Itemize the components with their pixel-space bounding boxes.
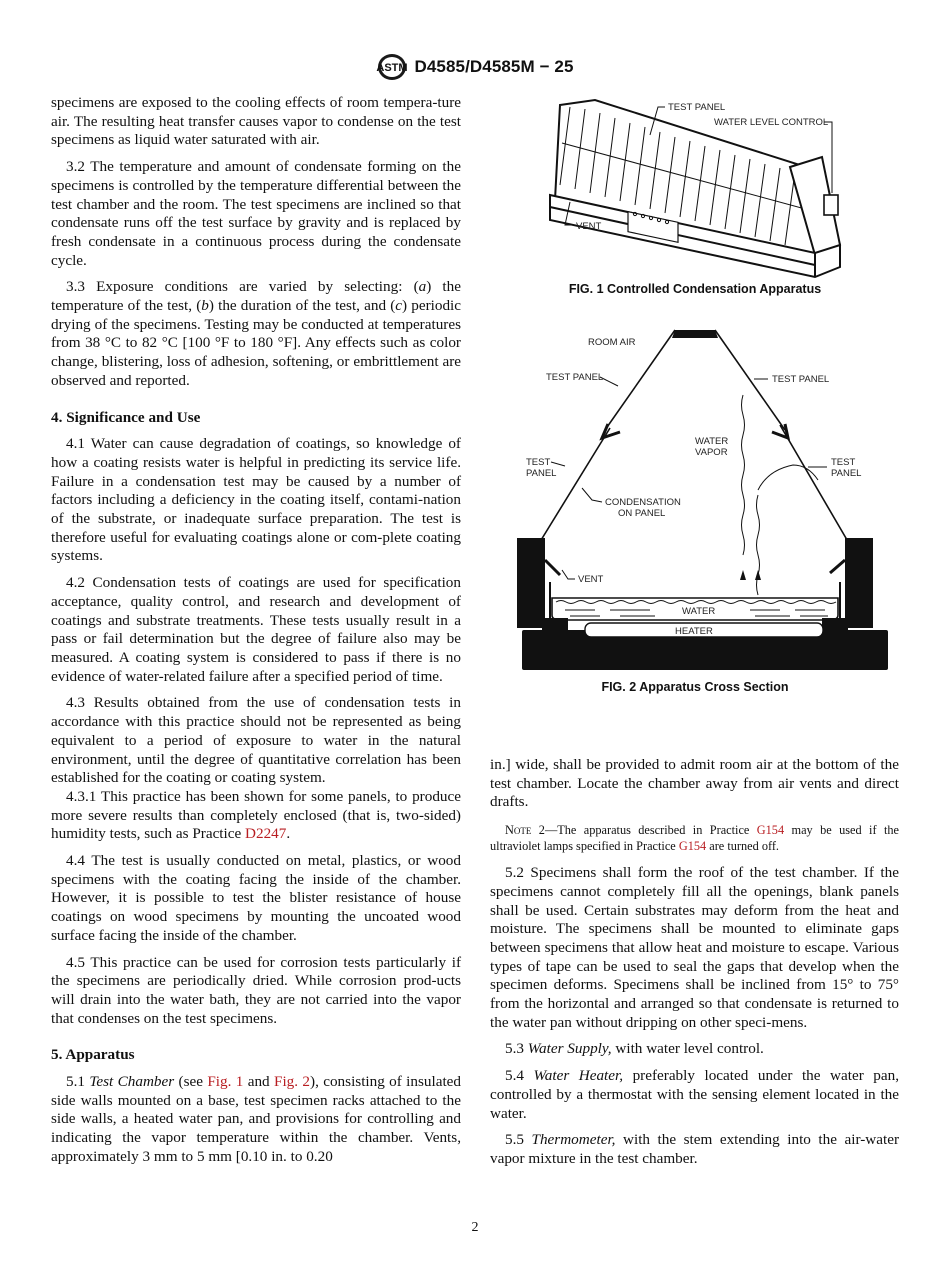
fig2-label-water-vapor-1: WATER [695,436,729,447]
page-header [0,52,950,86]
fig2-label-test-panel-right-lower-1: TEST [831,457,856,468]
fig1-label-test-panel: TEST PANEL [668,102,726,113]
link-fig-1[interactable]: Fig. 1 [207,1073,244,1091]
fig2-label-test-panel-left-upper: TEST PANEL [546,372,604,383]
paragraph-5-1-continued: in.] wide, shall be provided to admit room air at the bottom of the test chamber. Locate the chamber away from air vents and direct drafts. [490,756,899,811]
fig2-label-test-panel-left-lower-1: TEST [526,457,551,468]
astm-logo-icon [376,52,408,82]
note-2: Note 2—The apparatus described in Practice G154 may be used if the ultraviolet lamps specified in Practice G154 are turned off. [490,823,899,854]
paragraph-4-2: 4.2 Condensation tests of coatings are used for specification acceptance, quality control, and research and development of coatings and substrate treatments. These tests usually result in a pass or fail determination but the degree of failure also may be measured. A coating system is considered to pass if there is no evidence of water-related failure after a specified period of time. [51,574,461,685]
paragraph-4-1: 4.1 Water can cause degradation of coatings, so knowledge of how a coating resists water is helpful in predicting its service life. Failure in a condensation test may be caused by a number of factors including a deficiency in the coating itself, contami-nation of the substrate, or inadequate surface preparation. The test is therefore useful for evaluating coatings alone or com-plete coating systems. [51,435,461,565]
fig2-label-test-panel-right-upper: TEST PANEL [772,374,830,385]
figure-1-caption: FIG. 1 Controlled Condensation Apparatus [568,282,822,296]
figure-2-caption: FIG. 2 Apparatus Cross Section [601,680,789,694]
page-number: 2 [471,1220,479,1235]
fig2-label-test-panel-left-lower-2: PANEL [526,468,557,479]
link-g154-2[interactable]: G154 [678,839,707,854]
right-column [490,756,899,1177]
fig1-label-vent: VENT [576,221,602,232]
paragraph-4-5: 4.5 This practice can be used for corrosion tests particularly if the specimens are periodically dried. While corrosion prod-ucts will drain into the water bath, they are not carried into the vapor that condenses on the test specimens. [51,953,461,1027]
paragraph-4-3: 4.3 Results obtained from the use of condensation tests in accordance with this practice should not be represented as being equivalent to a period of exposure to water in the natural environment, until the degree of quantitative correlation has been established for the coating or coating system. [51,694,461,787]
paragraph-5-2: 5.2 Specimens shall form the roof of the test chamber. If the specimens cannot completely fill all the openings, blank panels shall be used. Certain substrates may deform from the heat and moisture. The specimens shall be mounted to eliminate gaps between specimens that allow heat and moisture to escape. Various types of tape can be used to seal the gaps that develop when the specimen deforms. Specimens shall be inclined from 15° to 75° from the horizontal and arranged so that condensate is returned to the water pan without dripping on other speci-mens. [490,864,899,1031]
fig2-label-vent: VENT [578,574,604,585]
section-4-heading: 4. Significance and Use [51,408,201,426]
fig2-label-test-panel-right-lower-2: PANEL [831,468,862,479]
figure-1-apparatus-drawing [540,95,850,280]
section-5-heading: 5. Apparatus [51,1046,135,1064]
paragraph-5-4: 5.4 Water Heater, preferably located under the water pan, controlled by a thermostat with the sensing element located in the water. [490,1067,899,1122]
fig2-label-water-vapor-2: VAPOR [695,447,728,458]
paragraph-5-5: 5.5 Thermometer, with the stem extending into the air-water vapor mixture in the test chamber. [490,1131,899,1167]
link-fig-2[interactable]: Fig. 2 [274,1073,311,1091]
paragraph-3-3: 3.3 Exposure conditions are varied by selecting: (a) the temperature of the test, (b) the duration of the test, and (c) periodic drying of the specimens. Testing may be conducted at temperatures from 38 °C to 82 °C [100 °F to 180 °F]. Any effects such as color change, blistering, loss of adhesion, softening, or embrittlement are observed and reported. [51,278,462,389]
link-g154-1[interactable]: G154 [756,823,785,838]
figure-2-cross-section-drawing [510,320,890,675]
fig2-label-condensation-1: CONDENSATION [605,497,681,508]
left-column [51,94,461,1175]
fig2-label-water: WATER [682,606,716,617]
paragraph-3-1-continued: specimens are exposed to the cooling effects of room tempera-ture air. The resulting heat transfer causes vapor to condense on the test specimens as liquid water saturated with air. [51,94,461,149]
paragraph-4-3-1: 4.3.1 This practice has been shown for some panels, to produce more severe results than completely enclosed (that is, two-sided) humidity tests, such as Practice D2247. [51,787,461,843]
svg-text:ASTM: ASTM [376,62,409,74]
link-d2247[interactable]: D2247 [245,825,287,843]
paragraph-5-3: 5.3 Water Supply, with water level control. [505,1040,764,1058]
fig2-label-room-air: ROOM AIR [588,337,636,348]
fig2-label-heater: HEATER [675,626,713,637]
document-designation: D4585/D4585M − 25 [414,57,574,76]
paragraph-5-1: 5.1 Test Chamber (see Fig. 1 and Fig. 2), consisting of insulated side walls mounted on a base, test specimen racks attached to the side walls, a heated water pan, and provisions for controlling and indicating the vapor temperature within the chamber. Vents, approximately 3 mm to 5 mm [0.10 in. to 0.20 [51,1073,462,1165]
paragraph-4-4: 4.4 The test is usually conducted on metal, plastics, or wood specimens with the coating facing the inside of the chamber. However, it is possible to test the blister resistance of house coatings on wood specimens by mounting the uncoated wood surface facing the inside of the chamber. [51,852,461,944]
paragraph-3-2: 3.2 The temperature and amount of condensate forming on the specimens is controlled by the temperature differential between the test chamber and the room. The test specimens are inclined so that condensate runs off the test surface by gravity and is replaced by fresh condensate in a continuous process during the condensate cycle. [51,158,461,269]
fig1-label-water-level-control: WATER LEVEL CONTROL [714,117,829,128]
fig2-label-condensation-2: ON PANEL [618,508,666,519]
